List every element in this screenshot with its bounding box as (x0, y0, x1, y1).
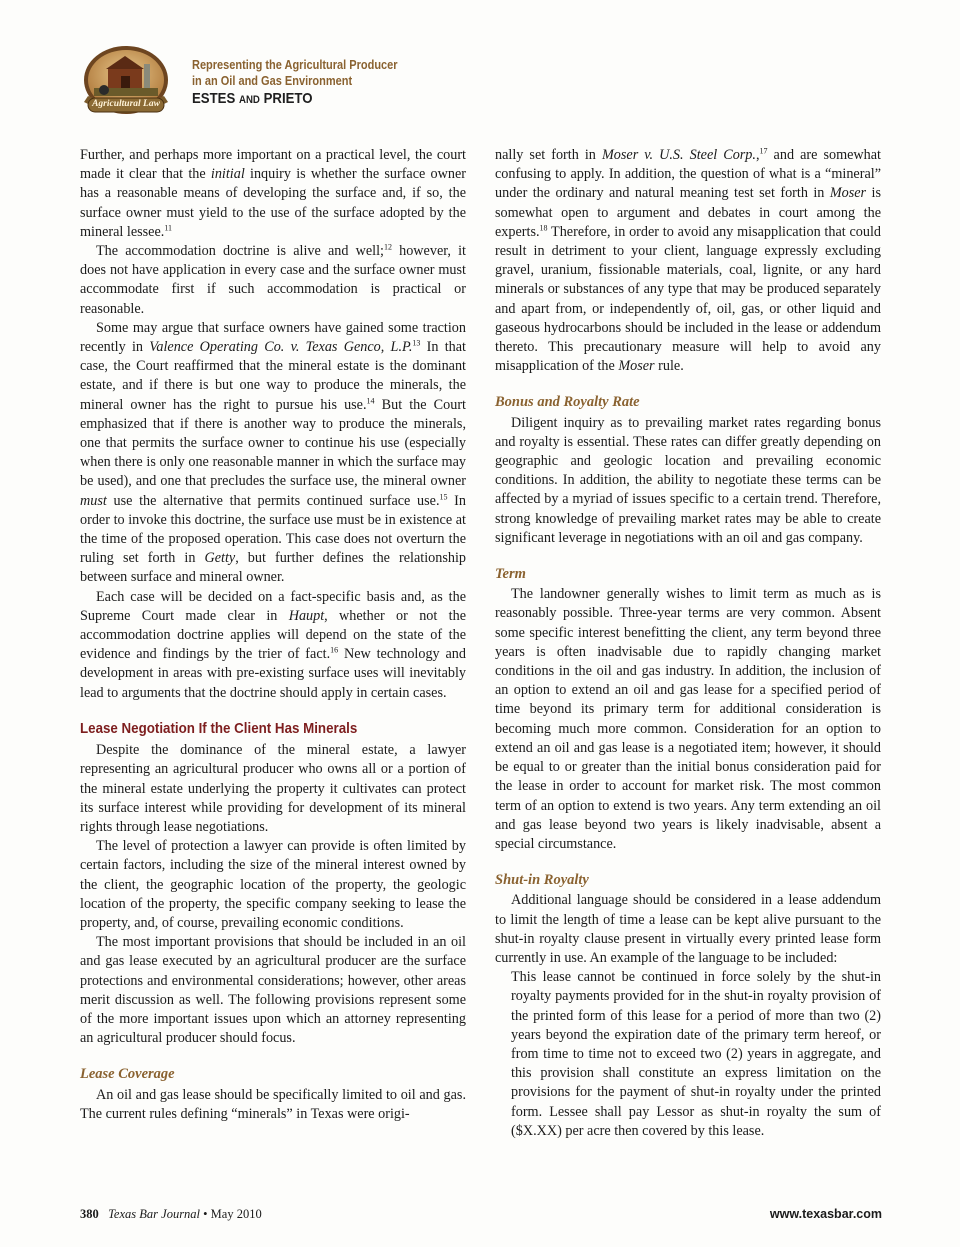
footnote-ref: 14 (366, 395, 375, 405)
separator-bullet: • (203, 1207, 208, 1221)
page-number: 380 (80, 1207, 99, 1221)
right-column (495, 146, 881, 1141)
barn-seal-icon (78, 44, 174, 122)
case-name: Moser v. U.S. Steel Corp. (601, 147, 756, 163)
paragraph: Despite the dominance of the mineral estate, a lawyer representing an agricultural producer who owns all or a portion of the mineral estate underlying the property it cultivates can protect its surface interest while providing for development of its mineral rights through lease negotiations. (80, 742, 466, 835)
section-heading: Lease Negotiation If the Client Has Minerals (80, 720, 358, 737)
footnote-ref: 18 (539, 223, 548, 233)
subsection-heading: Lease Coverage (80, 1066, 175, 1083)
case-name: Haupt (288, 607, 325, 624)
paragraph: The most important provisions that should be included in an oil and gas lease executed by an agricultural producer are the surface protections and environmental considerations; however, other areas merit discussion as well. The following provisions represent some of the more important issues upon which an attorney representing an agricultural producer should focus. (80, 934, 466, 1047)
journal-name: Texas Bar Journal (108, 1207, 201, 1221)
authors: ESTES AND PRIETO (192, 90, 313, 107)
issue-date: May 2010 (210, 1207, 262, 1221)
website-link[interactable]: www.texasbar.com (769, 1207, 882, 1221)
logo-banner-text: Agricultural Law (92, 99, 160, 109)
series-title-line1: Representing the Agricultural Producer (192, 58, 398, 72)
paragraph: nally set forth in Moser v. U.S. Steel Corp.,$^{17}$ and are somewhat confusing to apply. In addition, the question of what is a “mineral” under the ordinary and natural meaning test set forth in Moser is somewhat open to argument and debates in court among the experts.$^{18}$ Therefore, in order to avoid any misapplication that could result in detriment to your client, language expressly excluding gravel, uranium, fissionable materials, coal, lignite, or any hard minerals or substances of any type that may be produced separately and apart from, or independently of, oil, gas, or other liquid and gaseous hydrocarbons should be included in the lease or addendum thereto. This precautionary measure will help to avoid any misapplication of the Moser rule. (495, 146, 881, 375)
paragraph: Each case will be decided on a fact-specific basis and, as the Supreme Court made clear in Haupt, whether or not the accommodation doctrine applies will depend on the state of the evidence and findings by the trier of fact.$^{16}$ New technology and development in areas with pre-existing surface uses will inevitably lead to arguments that the doctrine should apply in certain cases. (80, 588, 466, 701)
footnote-ref: 12 (383, 242, 392, 252)
series-title-line2: in an Oil and Gas Environment (192, 74, 353, 88)
paragraph: Diligent inquiry as to prevailing market rates regarding bonus and royalty is essential. These rates can differ greatly depending on geographic and geologic location and prevailing economic conditions. In addition, the ability to negotiate these terms can be affected by a myriad of issues specific to a certain trend. Therefore, strong knowledge of prevailing market rates may be able to create significant leverage in negotiations with an oil and gas company. (495, 414, 881, 546)
paragraph: The accommodation doctrine is alive and well;$^{12}$ however, it does not have application in every case and the surface owner must accommodate first if such accommodation is practical or reasonable. (80, 242, 466, 317)
paragraph: Further, and perhaps more important on a practical level, the court made it clear that the initial inquiry is whether the surface owner has a reasonable means of developing the surface and, if so, the surface owner must yield to the use of the surface adopted by the mineral lessee.$^{11}$ (80, 147, 466, 240)
paragraph: Additional language should be considered in a lease addendum to limit the length of time a lease can be kept alive pursuant to the shut-in royalty clause present in virtually every printed lease form currently in use. An example of the language to be included: (495, 892, 881, 966)
page-footer-left (80, 1207, 262, 1222)
subsection-heading: Shut-in Royalty (495, 872, 589, 889)
paragraph: The landowner generally wishes to limit term as much as is reasonably possible. Three-year terms are very common. Absent some specific interest benefitting the client, any term beyond three years is often inadvisable due to rapidly changing market conditions in the oil and gas industry. In addition, the inclusion of an option to extend an oil and gas lease for a specified period of time beyond its primary term for additional consideration is becoming much more common. Consideration for an option to extend an oil and gas lease is a negotiated item; however, it should be equal to or greater than the initial bonus consideration paid for the lease in order to account for market risk. The most common term of an option to extend is two years. Any term extending an oil and gas lease beyond two years is likely inadvisable, absent a special circumstance. (495, 586, 881, 852)
paragraph: The level of protection a lawyer can provide is often limited by certain factors, including the size of the mineral interest owned by the client, the geographic location of the property, the geologic location of the property, the specific company seeking to lease the property, and, of course, prevailing economic conditions. (80, 838, 466, 931)
quoted-lease-language: This lease cannot be continued in force solely by the shut-in royalty payments provided for in the shut-in royalty provision of the printed form of this lease for a period of more than two (2) years beyond the expiration date of the primary term hereof, or from time to time not to exceed two (2) years in aggregate, and this provision shall constitute an express limitation on the provisions for the payment of shut-in royalty under the printed form. Lessee shall pay Lessor as shut-in royalty the sum of ($X.XX) per acre then covered by this lease. (511, 969, 881, 1139)
subsection-heading: Term (495, 566, 526, 583)
article-header (192, 57, 426, 110)
paragraph: Some may argue that surface owners have gained some traction recently in Valence Operating Co. v. Texas Genco, L.P.$^{13}$ In that case, the Court reaffirmed that the mineral estate is the dominant estate, and if there is but one way to produce the minerals, the mineral owner has the right to pursue his use.$^{14}$ But the Court emphasized that if there is another way to produce the minerals, one that permits the surface owner to continue his use (especially when there is only one reasonable manner in which the surface may be used), and one that precludes the surface use, the mineral owner must use the alternative that permits continued surface use.$^{15}$ In order to invoke this doctrine, the surface use must be in existence at the time of the proposed operation. This case does not overturn the ruling set forth in Getty, but further defines the relationship between surface and mineral owner. (80, 319, 467, 586)
block-quote (511, 968, 881, 1141)
footnote-ref: 13 (412, 338, 421, 348)
case-name: Getty (204, 550, 236, 567)
footnote-ref: 16 (330, 645, 339, 655)
case-name: Valence Operating Co. v. Texas Genco, L.P. (149, 339, 413, 356)
footnote-ref: 15 (439, 491, 448, 501)
footnote-ref: 17 (759, 146, 768, 156)
paragraph: An oil and gas lease should be specifically limited to oil and gas. The current rules defining “minerals” in Texas were origi- (80, 1086, 466, 1122)
left-column (80, 146, 466, 1124)
subsection-heading: Bonus and Royalty Rate (495, 394, 640, 411)
footnote-ref: 11 (164, 223, 173, 233)
agricultural-law-logo (78, 44, 174, 122)
